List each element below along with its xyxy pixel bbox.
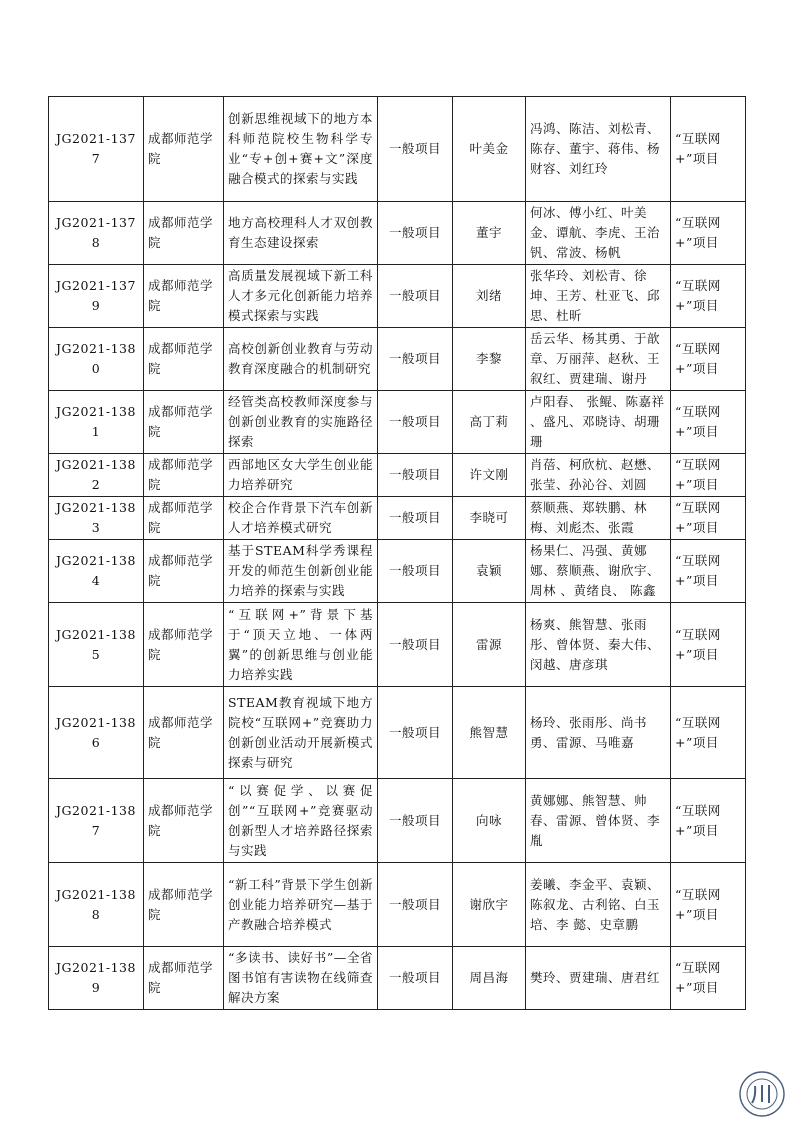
project-unit: 成都师范学院 bbox=[144, 947, 224, 1010]
project-category: “互联网+”项目 bbox=[671, 603, 746, 687]
project-unit: 成都师范学院 bbox=[144, 779, 224, 863]
project-category: “互联网+”项目 bbox=[671, 863, 746, 947]
project-code: JG2021-1386 bbox=[49, 687, 144, 779]
project-title: “互联网+”背景下基于“顶天立地、一体两翼”的创新思维与创业能力培养实践 bbox=[224, 603, 378, 687]
project-unit: 成都师范学院 bbox=[144, 391, 224, 454]
project-code: JG2021-1387 bbox=[49, 779, 144, 863]
project-code: JG2021-1389 bbox=[49, 947, 144, 1010]
project-category: “互联网+”项目 bbox=[671, 497, 746, 540]
project-type: 一般项目 bbox=[378, 779, 453, 863]
project-title: 校企合作背景下汽车创新人才培养模式研究 bbox=[224, 497, 378, 540]
project-type: 一般项目 bbox=[378, 97, 453, 202]
table-row bbox=[49, 603, 746, 687]
project-unit: 成都师范学院 bbox=[144, 202, 224, 265]
project-members: 杨玲、张雨彤、尚书勇、雷源、马唯嘉 bbox=[526, 687, 671, 779]
table-row bbox=[49, 779, 746, 863]
project-type: 一般项目 bbox=[378, 687, 453, 779]
project-leader: 袁颖 bbox=[453, 540, 526, 603]
project-code: JG2021-1382 bbox=[49, 454, 144, 497]
project-title: 创新思维视域下的地方本科师范院校生物科学专业“专+创+赛+文”深度融合模式的探索与实践 bbox=[224, 97, 378, 202]
project-type: 一般项目 bbox=[378, 497, 453, 540]
project-category: “互联网+”项目 bbox=[671, 265, 746, 328]
project-type: 一般项目 bbox=[378, 603, 453, 687]
table-row bbox=[49, 454, 746, 497]
project-members: 冯鸿、陈洁、刘松青、陈存、董宇、蒋伟、杨财容、刘红玲 bbox=[526, 97, 671, 202]
project-leader: 熊智慧 bbox=[453, 687, 526, 779]
project-leader: 谢欣宇 bbox=[453, 863, 526, 947]
project-type: 一般项目 bbox=[378, 265, 453, 328]
project-code: JG2021-1384 bbox=[49, 540, 144, 603]
project-table bbox=[48, 96, 746, 1010]
project-type: 一般项目 bbox=[378, 947, 453, 1010]
project-members: 樊玲、贾建瑞、唐君红 bbox=[526, 947, 671, 1010]
project-leader: 周昌海 bbox=[453, 947, 526, 1010]
table-row bbox=[49, 265, 746, 328]
project-code: JG2021-1381 bbox=[49, 391, 144, 454]
table-row bbox=[49, 97, 746, 202]
project-category: “互联网+”项目 bbox=[671, 202, 746, 265]
project-members: 杨果仁、冯强、黄娜娜、蔡顺燕、谢欣宇、周林 、黄绪良、 陈鑫 bbox=[526, 540, 671, 603]
project-code: JG2021-1380 bbox=[49, 328, 144, 391]
project-leader: 刘绪 bbox=[453, 265, 526, 328]
project-category: “互联网+”项目 bbox=[671, 391, 746, 454]
project-members: 杨爽、熊智慧、张雨彤、曾体贤、秦大伟、闵越、唐彦琪 bbox=[526, 603, 671, 687]
project-members: 何冰、傅小红、叶美金、谭航、李虎、王治钒、常波、杨帆 bbox=[526, 202, 671, 265]
project-title: 西部地区女大学生创业能力培养研究 bbox=[224, 454, 378, 497]
project-title: “以赛促学、以赛促创”“互联网+”竞赛驱动创新型人才培养路径探索与实践 bbox=[224, 779, 378, 863]
project-leader: 董宇 bbox=[453, 202, 526, 265]
project-type: 一般项目 bbox=[378, 202, 453, 265]
project-members: 肖蓓、柯欣杭、赵懋、张莹、孙沁谷、刘圆 bbox=[526, 454, 671, 497]
project-type: 一般项目 bbox=[378, 540, 453, 603]
project-leader: 高丁莉 bbox=[453, 391, 526, 454]
project-members: 黄娜娜、熊智慧、帅春、雷源、曾体贤、李胤 bbox=[526, 779, 671, 863]
project-unit: 成都师范学院 bbox=[144, 687, 224, 779]
project-code: JG2021-1379 bbox=[49, 265, 144, 328]
project-title: 基于STEAM科学秀课程开发的师范生创新创业能力培养的探索与实践 bbox=[224, 540, 378, 603]
project-unit: 成都师范学院 bbox=[144, 497, 224, 540]
project-code: JG2021-1388 bbox=[49, 863, 144, 947]
table-row bbox=[49, 202, 746, 265]
project-category: “互联网+”项目 bbox=[671, 687, 746, 779]
project-category: “互联网+”项目 bbox=[671, 328, 746, 391]
project-unit: 成都师范学院 bbox=[144, 603, 224, 687]
project-unit: 成都师范学院 bbox=[144, 540, 224, 603]
project-title: 经管类高校教师深度参与创新创业教育的实施路径探索 bbox=[224, 391, 378, 454]
project-code: JG2021-1378 bbox=[49, 202, 144, 265]
project-leader: 许文刚 bbox=[453, 454, 526, 497]
table-row bbox=[49, 328, 746, 391]
table-row bbox=[49, 947, 746, 1010]
project-code: JG2021-1377 bbox=[49, 97, 144, 202]
project-title: “新工科”背景下学生创新创业能力培养研究—基于产教融合培养模式 bbox=[224, 863, 378, 947]
project-title: 高质量发展视域下新工科人才多元化创新能力培养模式探索与实践 bbox=[224, 265, 378, 328]
project-unit: 成都师范学院 bbox=[144, 863, 224, 947]
project-unit: 成都师范学院 bbox=[144, 97, 224, 202]
project-category: “互联网+”项目 bbox=[671, 779, 746, 863]
project-leader: 雷源 bbox=[453, 603, 526, 687]
project-code: JG2021-1383 bbox=[49, 497, 144, 540]
project-leader: 向咏 bbox=[453, 779, 526, 863]
project-code: JG2021-1385 bbox=[49, 603, 144, 687]
project-type: 一般项目 bbox=[378, 863, 453, 947]
project-members: 张华玲、刘松青、徐坤、王芳、杜亚飞、邱思、杜昕 bbox=[526, 265, 671, 328]
table-row bbox=[49, 863, 746, 947]
project-category: “互联网+”项目 bbox=[671, 97, 746, 202]
project-members: 姜曦、李金平、袁颖、陈叙龙、古利铭、白玉培、李 懿、史章鹏 bbox=[526, 863, 671, 947]
project-leader: 李晓可 bbox=[453, 497, 526, 540]
project-type: 一般项目 bbox=[378, 454, 453, 497]
table-row bbox=[49, 497, 746, 540]
table-row bbox=[49, 391, 746, 454]
project-type: 一般项目 bbox=[378, 328, 453, 391]
project-members: 卢阳春、 张鲲、陈嘉祥 、盛凡、邓晓诗、胡珊珊 bbox=[526, 391, 671, 454]
project-title: 高校创新创业教育与劳动教育深度融合的机制研究 bbox=[224, 328, 378, 391]
project-leader: 李黎 bbox=[453, 328, 526, 391]
project-category: “互联网+”项目 bbox=[671, 947, 746, 1010]
project-unit: 成都师范学院 bbox=[144, 454, 224, 497]
project-type: 一般项目 bbox=[378, 391, 453, 454]
table-row bbox=[49, 687, 746, 779]
project-category: “互联网+”项目 bbox=[671, 540, 746, 603]
project-members: 岳云华、杨其勇、于歆章、万丽萍、赵秋、王叙红、贾建瑞、谢丹 bbox=[526, 328, 671, 391]
seal-logo-icon bbox=[738, 1070, 786, 1118]
project-leader: 叶美金 bbox=[453, 97, 526, 202]
project-members: 蔡顺燕、郑轶鹏、林梅、刘彪杰、张霞 bbox=[526, 497, 671, 540]
project-title: STEAM教育视域下地方院校“互联网+”竞赛助力创新创业活动开展新模式探索与研究 bbox=[224, 687, 378, 779]
project-unit: 成都师范学院 bbox=[144, 328, 224, 391]
table-row bbox=[49, 540, 746, 603]
project-unit: 成都师范学院 bbox=[144, 265, 224, 328]
project-title: 地方高校理科人才双创教育生态建设探索 bbox=[224, 202, 378, 265]
project-title: “多读书、读好书”—全省图书馆有害读物在线筛查解决方案 bbox=[224, 947, 378, 1010]
project-category: “互联网+”项目 bbox=[671, 454, 746, 497]
